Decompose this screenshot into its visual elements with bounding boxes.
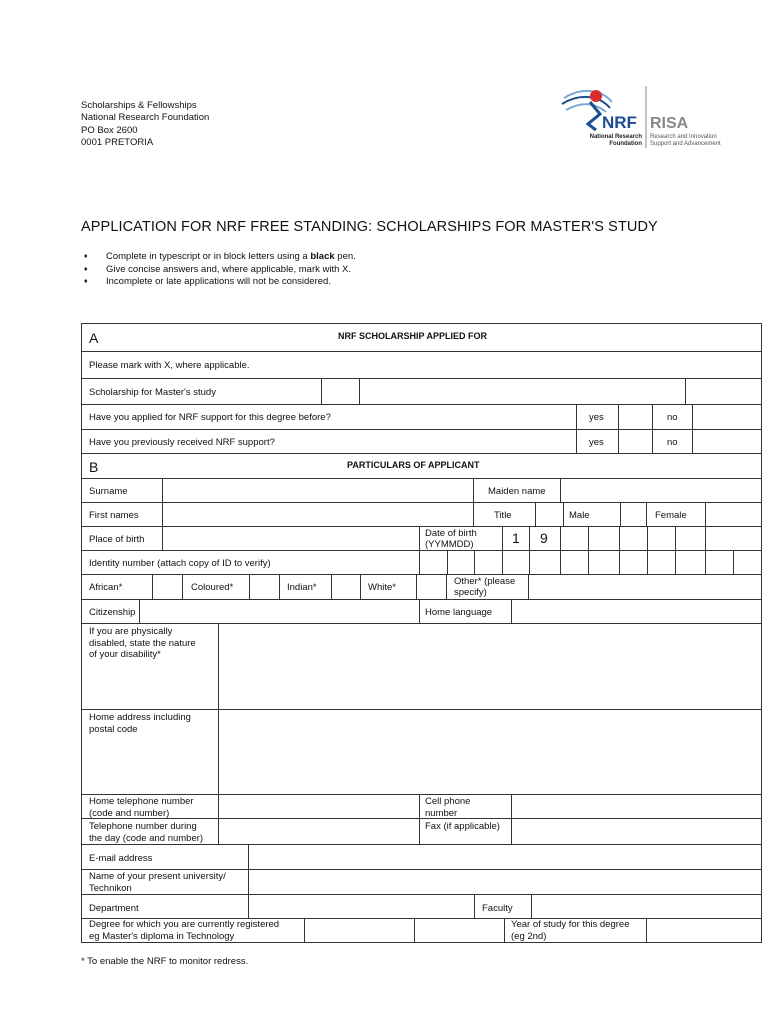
- received-yes-checkbox[interactable]: [618, 430, 652, 453]
- page-title: APPLICATION FOR NRF FREE STANDING: SCHOLARSHIPS FOR MASTER'S STUDY: [81, 219, 658, 235]
- mark-note: Please mark with X, where applicable.: [89, 360, 250, 371]
- home-phone-field[interactable]: [218, 795, 419, 818]
- surname-label: Surname: [89, 486, 128, 497]
- day-phone-label: Telephone number during: [89, 821, 197, 832]
- section-letter: A: [89, 330, 99, 346]
- received-no-checkbox[interactable]: [692, 430, 761, 453]
- fax-field[interactable]: [511, 819, 761, 844]
- home-address-row: [82, 710, 761, 795]
- indian-label: Indian*: [287, 582, 317, 593]
- nrf-risa-logo: [560, 84, 735, 150]
- dob-label: Date of birth: [425, 528, 477, 539]
- mark-note-row: [82, 352, 761, 379]
- dob-digit-cell[interactable]: [560, 527, 588, 550]
- home-language-field[interactable]: [511, 600, 761, 623]
- section-heading: PARTICULARS OF APPLICANT: [347, 460, 480, 470]
- address-line: National Research Foundation: [81, 112, 210, 124]
- place-of-birth-row: [82, 527, 761, 551]
- surname-field[interactable]: [162, 479, 473, 502]
- degree-field-extra[interactable]: [414, 919, 504, 942]
- dob-digit-cell[interactable]: [502, 527, 529, 550]
- section-b-header: [82, 454, 761, 479]
- white-label: White*: [368, 582, 396, 593]
- id-digit-cell[interactable]: [705, 551, 733, 574]
- received-before-label: Have you previously received NRF support?: [89, 437, 275, 448]
- section-a-header: [82, 324, 761, 352]
- section-letter: B: [89, 459, 99, 475]
- home-address-label: postal code: [89, 723, 138, 735]
- degree-label: eg Master's diploma in Technology: [89, 930, 235, 942]
- dob-digit-cell[interactable]: [675, 527, 705, 550]
- other-label: specify): [454, 587, 487, 598]
- disability-label: disabled, state the nature: [89, 637, 196, 649]
- degree-field[interactable]: [304, 919, 414, 942]
- instruction-item: [84, 251, 356, 264]
- sender-address: [81, 100, 209, 150]
- no-cell: [652, 405, 692, 429]
- instruction-text: Incomplete or late applications will not be considered.: [106, 276, 331, 288]
- surname-row: [82, 479, 761, 503]
- maiden-name-field[interactable]: [560, 479, 761, 502]
- female-label: Female: [655, 510, 687, 521]
- nrf-wordmark: NRF: [602, 113, 637, 132]
- coloured-label: Coloured*: [191, 582, 234, 593]
- university-label: Name of your present university/: [89, 871, 226, 882]
- section-heading: NRF SCHOLARSHIP APPLIED FOR: [338, 331, 488, 341]
- dob-digit-cell[interactable]: [619, 527, 647, 550]
- scholarship-checkbox[interactable]: [321, 379, 359, 404]
- faculty-label: Faculty: [482, 903, 513, 914]
- day-phone-field[interactable]: [218, 819, 419, 844]
- first-names-label: First names: [89, 510, 139, 521]
- yes-cell: [576, 430, 618, 453]
- title-cell: [473, 503, 535, 526]
- instruction-emphasis: black: [310, 251, 335, 262]
- yes-cell: [576, 405, 618, 429]
- disability-label: of your disability*: [89, 649, 161, 660]
- instruction-item: [84, 264, 356, 277]
- disability-field[interactable]: [218, 624, 761, 709]
- yes-label: yes: [589, 412, 604, 423]
- no-label: no: [667, 412, 678, 423]
- dob-format: (YYMMDD): [425, 539, 474, 550]
- indian-checkbox[interactable]: [331, 575, 360, 599]
- male-label: Male: [569, 510, 590, 521]
- scholarship-extra-cell[interactable]: [685, 379, 761, 404]
- scholarship-blank: [359, 379, 685, 404]
- cell-phone-field[interactable]: [511, 795, 761, 818]
- year-of-study-label: (eg 2nd): [511, 930, 547, 942]
- white-checkbox[interactable]: [416, 575, 446, 599]
- coloured-cell: [182, 575, 249, 599]
- id-digit-cell[interactable]: [675, 551, 705, 574]
- applied-yes-checkbox[interactable]: [618, 405, 652, 429]
- coloured-checkbox[interactable]: [249, 575, 279, 599]
- nrf-subtitle: National Research: [589, 134, 642, 140]
- maiden-name-cell: [473, 479, 560, 502]
- title-field[interactable]: [535, 503, 563, 526]
- scholarship-label: Scholarship for Master's study: [89, 387, 216, 398]
- university-label: Technikon: [89, 882, 132, 894]
- white-cell: [360, 575, 416, 599]
- first-names-field[interactable]: [162, 503, 473, 526]
- department-label: Department: [89, 903, 139, 914]
- degree-row: [82, 919, 761, 942]
- applied-before-label: Have you applied for NRF support for this degree before?: [89, 412, 331, 423]
- id-digit-cell[interactable]: [474, 551, 502, 574]
- african-label: African*: [89, 582, 123, 593]
- home-language-label: Home language: [425, 607, 493, 618]
- fax-cell: [419, 819, 511, 844]
- university-row: [82, 870, 761, 895]
- other-cell: [446, 575, 528, 599]
- department-row: [82, 895, 761, 919]
- applied-no-checkbox[interactable]: [692, 405, 761, 429]
- risa-wordmark: RISA: [650, 115, 689, 132]
- male-cell: [563, 503, 620, 526]
- dob-label-cell: [419, 527, 502, 550]
- instruction-text: Give concise answers and, where applicable, mark with X.: [106, 263, 352, 275]
- bullet-icon: ♦: [84, 265, 88, 273]
- cell-phone-cell: [419, 795, 511, 818]
- first-names-row: [82, 503, 761, 527]
- id-digit-cell[interactable]: [733, 551, 761, 574]
- other-label: Other* (please: [454, 576, 516, 587]
- address-line: 0001 PRETORIA: [81, 137, 154, 149]
- risa-subtitle: Research and Innovation: [650, 134, 717, 140]
- email-field[interactable]: [248, 845, 761, 869]
- year-of-study-label: Year of study for this degree: [511, 919, 630, 930]
- received-before-row: [82, 430, 761, 454]
- instruction-text: pen.: [334, 251, 356, 262]
- place-of-birth-label: Place of birth: [89, 534, 145, 545]
- id-digit-cell[interactable]: [502, 551, 529, 574]
- id-digit-cell[interactable]: [619, 551, 647, 574]
- id-digit-cell[interactable]: [588, 551, 619, 574]
- african-checkbox[interactable]: [152, 575, 182, 599]
- yes-label: yes: [589, 437, 604, 448]
- faculty-field[interactable]: [531, 895, 761, 918]
- dob-digit-cell[interactable]: [588, 527, 619, 550]
- dob-digit-cell[interactable]: [705, 527, 761, 550]
- day-phone-row: [82, 819, 761, 845]
- scholarship-row: [82, 379, 761, 405]
- instruction-item: [84, 276, 356, 289]
- day-phone-label: the day (code and number): [89, 832, 204, 844]
- degree-label: Degree for which you are currently registered: [89, 919, 280, 930]
- disability-row: [82, 624, 761, 710]
- female-cell: [646, 503, 705, 526]
- university-field[interactable]: [248, 870, 761, 894]
- home-address-label: Home address including: [89, 712, 191, 723]
- no-cell: [652, 430, 692, 453]
- year-of-study-field[interactable]: [646, 919, 761, 942]
- dob-digit-cell[interactable]: [529, 527, 560, 550]
- risa-subtitle: Support and Advancement: [650, 141, 721, 147]
- address-line: Scholarships & Fellowships: [81, 100, 197, 111]
- identity-label: Identity number (attach copy of ID to verify): [89, 558, 271, 569]
- footnote: * To enable the NRF to monitor redress.: [81, 956, 249, 967]
- home-phone-row: [82, 795, 761, 819]
- home-address-field[interactable]: [218, 710, 761, 794]
- id-digit-cell[interactable]: [647, 551, 675, 574]
- department-field[interactable]: [248, 895, 474, 918]
- title-label: Title: [494, 510, 512, 521]
- cell-phone-label: Cell phone: [425, 796, 471, 807]
- cell-phone-label: number: [425, 807, 458, 819]
- home-language-cell: [419, 600, 511, 623]
- home-phone-label: Home telephone number: [89, 796, 194, 807]
- bullet-icon: ♦: [84, 278, 88, 286]
- id-digit-cell[interactable]: [447, 551, 474, 574]
- dob-digit: 1: [512, 530, 520, 546]
- dob-digit-cell[interactable]: [647, 527, 675, 550]
- address-line: PO Box 2600: [81, 124, 138, 136]
- year-of-study-cell: [504, 919, 646, 942]
- application-form: [81, 323, 762, 943]
- citizenship-label: Citizenship: [89, 607, 136, 618]
- race-row: [82, 575, 761, 600]
- female-checkbox[interactable]: [705, 503, 761, 526]
- fax-label: Fax (if applicable): [425, 821, 500, 832]
- no-label: no: [667, 437, 678, 448]
- home-phone-label: (code and number): [89, 807, 170, 819]
- id-digit-cell[interactable]: [560, 551, 588, 574]
- other-field[interactable]: [528, 575, 761, 599]
- faculty-cell: [474, 895, 531, 918]
- disability-label: If you are physically: [89, 626, 173, 637]
- indian-cell: [279, 575, 331, 599]
- maiden-name-label: Maiden name: [488, 486, 546, 497]
- nrf-subtitle: Foundation: [609, 141, 642, 147]
- instruction-text: Complete in typescript or in block letters using a: [106, 251, 311, 262]
- place-of-birth-field[interactable]: [162, 527, 419, 550]
- email-row: [82, 845, 761, 870]
- bullet-icon: ♦: [84, 253, 88, 260]
- applied-before-row: [82, 405, 761, 430]
- citizenship-field[interactable]: [139, 600, 419, 623]
- citizenship-row: [82, 600, 761, 624]
- dob-digit: 9: [540, 530, 548, 546]
- identity-row: [82, 551, 761, 575]
- id-digit-cell[interactable]: [529, 551, 560, 574]
- instructions-list: [84, 251, 356, 289]
- email-label: E-mail address: [89, 853, 153, 864]
- id-digit-cell[interactable]: [419, 551, 447, 574]
- male-checkbox[interactable]: [620, 503, 646, 526]
